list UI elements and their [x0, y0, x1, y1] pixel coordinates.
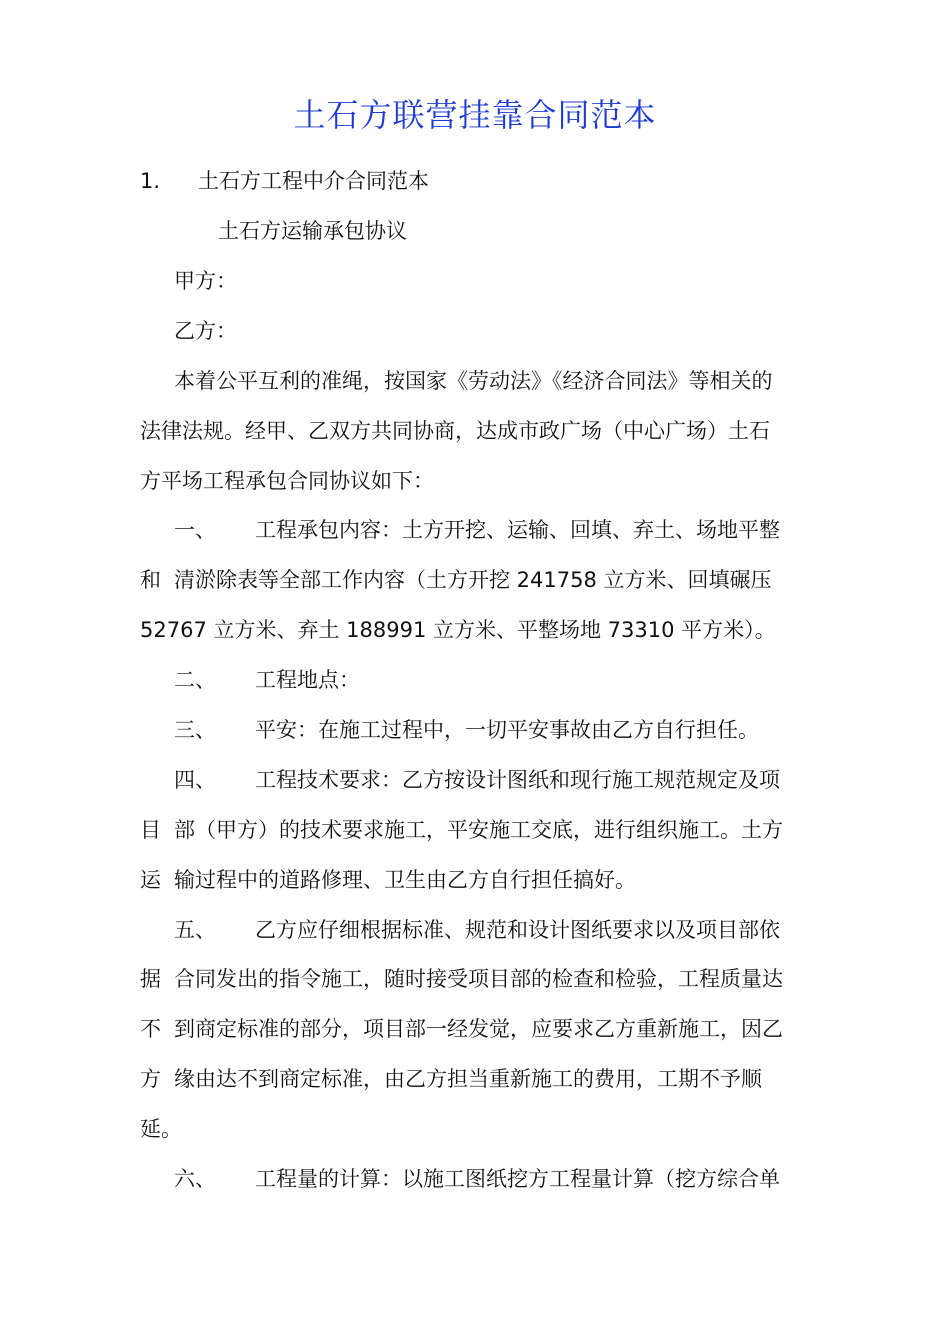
- clause-line-head: 和: [140, 568, 161, 592]
- section-number: 1.: [140, 169, 161, 193]
- clause-number: 六、: [174, 1167, 216, 1191]
- clause-line-head: 据: [140, 967, 161, 991]
- intro-line: 方平场工程承包合同协议如下：: [140, 469, 434, 493]
- section-title: 土石方工程中介合同范本: [198, 169, 429, 193]
- clause-line: 工程量的计算：以施工图纸挖方工程量计算（挖方综合单: [255, 1167, 780, 1191]
- clause-line: 52767 立方米、弃土 188991 立方米、平整场地 73310 平方米）。: [140, 618, 776, 642]
- clause-line-head: 方: [140, 1067, 161, 1091]
- clause-line: 输过程中的道路修理、卫生由乙方自行担任搞好。: [174, 868, 636, 892]
- section-heading: [0, 161, 950, 201]
- clause-line: 清淤除表等全部工作内容（土方开挖 241758 立方米、回填碾压: [174, 568, 772, 592]
- intro-line: 本着公平互利的准绳，按国家《劳动法》《经济合同法》等相关的: [174, 369, 773, 393]
- clause-number: 四、: [174, 768, 216, 792]
- clause-line: 乙方应仔细根据标准、规范和设计图纸要求以及项目部依: [255, 918, 780, 942]
- party-b-label: 乙方：: [174, 319, 237, 343]
- clause-line: 延。: [140, 1117, 182, 1141]
- party-a-label: 甲方：: [174, 269, 237, 293]
- clause-line-head: 运: [140, 868, 161, 892]
- clause-line: 工程承包内容：土方开挖、运输、回填、弃土、场地平整: [255, 518, 780, 542]
- subtitle-text: 土石方运输承包协议: [218, 219, 407, 243]
- clause-line: 部（甲方）的技术要求施工，平安施工交底，进行组织施工。土方: [174, 818, 783, 842]
- clause-line: 到商定标准的部分，项目部一经发觉，应要求乙方重新施工，因乙: [174, 1017, 783, 1041]
- clause-number: 三、: [174, 718, 216, 742]
- clause-line: 工程地点：: [255, 668, 360, 692]
- clause-line-head: 不: [140, 1017, 161, 1041]
- clause-number: 五、: [174, 918, 216, 942]
- clause-line: 合同发出的指令施工，随时接受项目部的检查和检验，工程质量达: [174, 967, 783, 991]
- clause-line: 平安：在施工过程中，一切平安事故由乙方自行担任。: [255, 718, 759, 742]
- party-b-line: [0, 311, 950, 351]
- document-title: 土石方联营挂靠合同范本: [293, 96, 657, 134]
- clause-number: 二、: [174, 668, 216, 692]
- clause-number: 一、: [174, 518, 216, 542]
- clause-line: 工程技术要求：乙方按设计图纸和现行施工规范规定及项: [255, 768, 780, 792]
- party-a-line: [0, 261, 950, 301]
- clause-line: 缘由达不到商定标准，由乙方担当重新施工的费用，工期不予顺: [174, 1067, 762, 1091]
- agreement-subtitle: [0, 211, 950, 251]
- intro-line: 法律法规。经甲、乙双方共同协商，达成市政广场（中心广场）土石: [140, 419, 770, 443]
- clause-line-head: 目: [140, 818, 161, 842]
